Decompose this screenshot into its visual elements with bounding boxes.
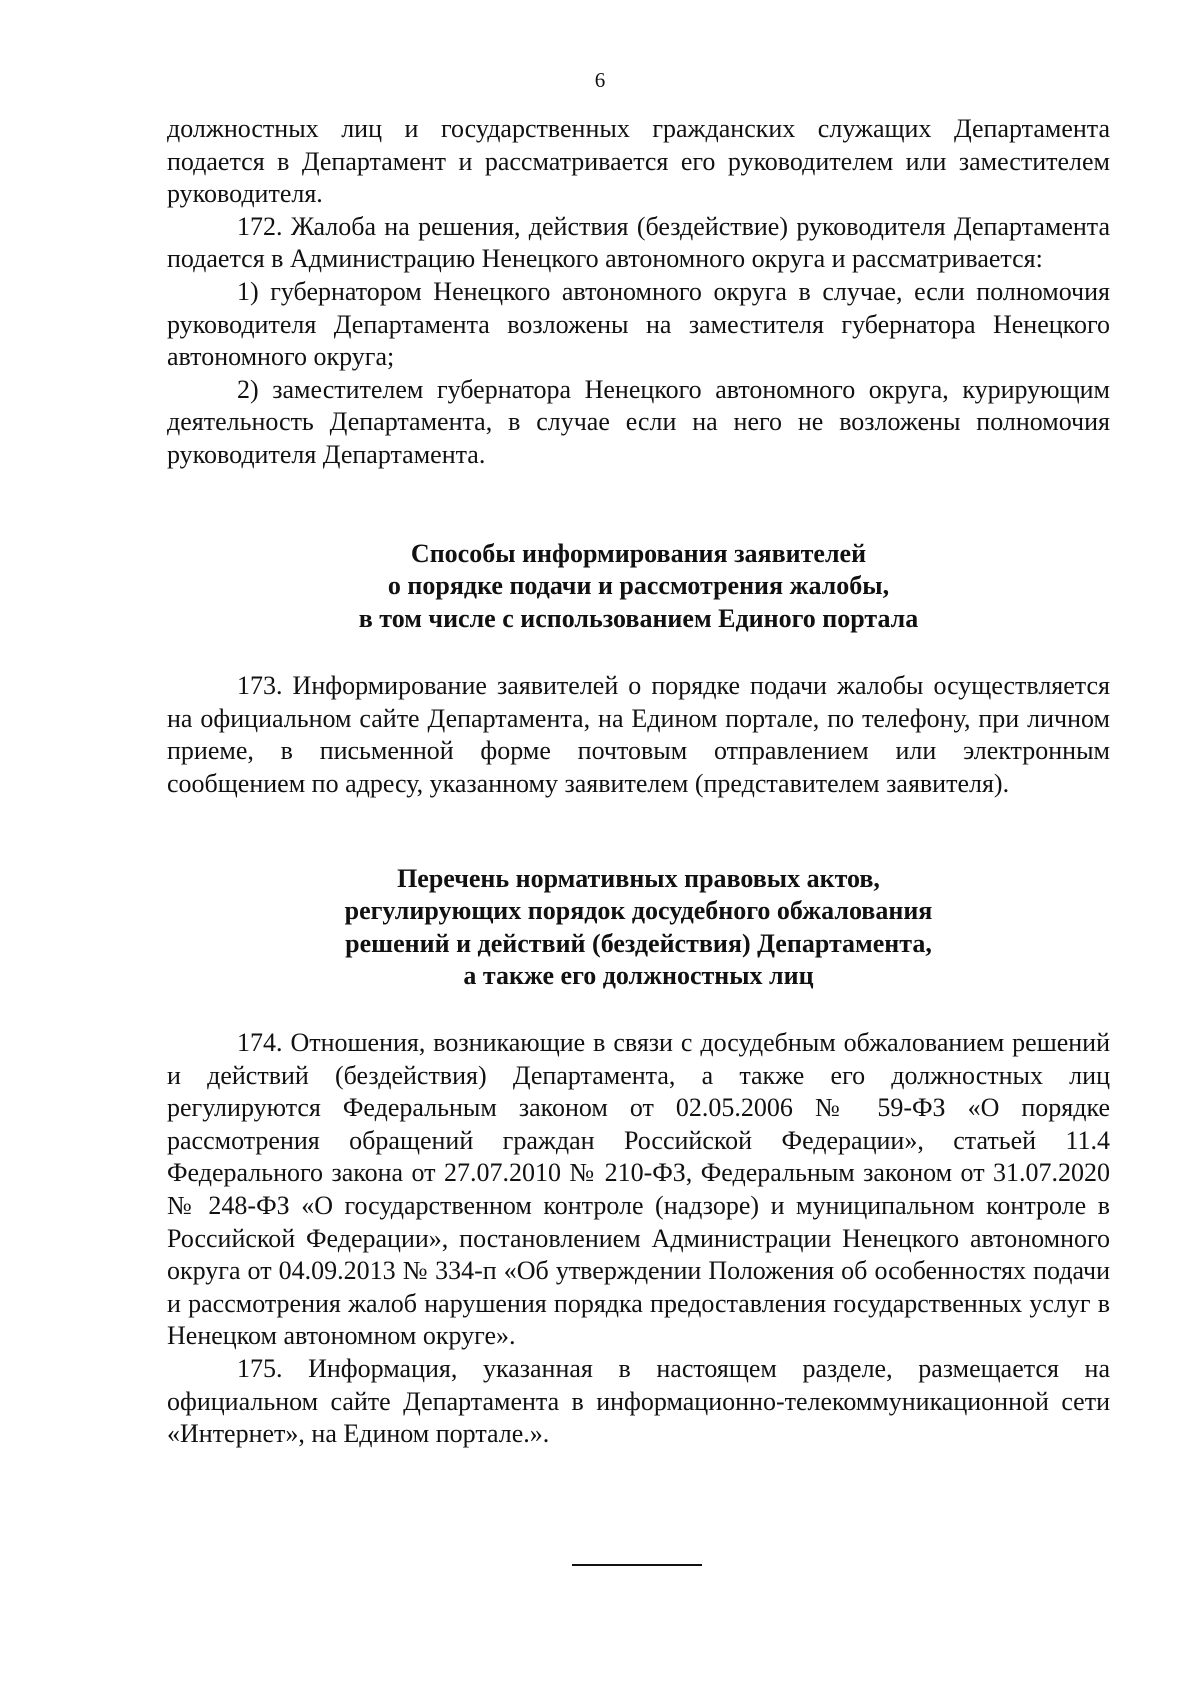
- end-of-text-rule: [572, 1564, 702, 1566]
- paragraph-group-173: [167, 670, 1110, 800]
- paragraph-group-174-175: [167, 1027, 1110, 1451]
- heading-line: Способы информирования заявителей: [410, 539, 867, 568]
- section-heading-legal-acts: [167, 863, 1110, 993]
- heading-line: в том числе с использованием Единого портала: [358, 603, 919, 633]
- paragraph-group-171-172: [167, 113, 1110, 472]
- heading-line: о порядке подачи и рассмотрения жалобы,: [387, 571, 890, 601]
- heading-line: Перечень нормативных правовых актов,: [397, 864, 880, 893]
- paragraph-173: 173. Информирование заявителей о порядке подачи жалобы осуществляется на официальном сайте Департамента, на Едином портале, по телефону, при личном приеме, в письменной форме почтовым отправлением или электронным сообщением по адресу, указанному заявителем (представителем заявителя).: [167, 671, 1110, 798]
- page-number: 6: [594, 68, 606, 92]
- paragraph-174: 174. Отношения, возникающие в связи с досудебным обжалованием решений и действий (бездействия) Департамента, а также его должностных лиц регулируются Федеральным законом от 02.05.2006 № 59-ФЗ «О порядке рассмотрения обращений граждан Российской Федерации», статьей 11.4 Федерального закона от 27.07.2010 № 210-ФЗ, Федеральным законом от 31.07.2020 № 248-ФЗ «О государственном контроле (надзоре) и муниципальном контроле в Российской Федерации», постановлением Администрации Ненецкого автономного округа от 04.09.2013 № 334-п «Об утверждении Положения об особенностях подачи и рассмотрения жалоб нарушения порядка предоставления государственных услуг в Ненецком автономном округе».: [167, 1028, 1110, 1351]
- heading-line: решений и действий (бездействия) Департамента,: [345, 928, 932, 958]
- paragraph-172: 172. Жалоба на решения, действия (бездействие) руководителя Департамента подается в Администрацию Ненецкого автономного округа и рассматривается:: [167, 211, 1110, 274]
- paragraph-continuation: должностных лиц и государственных гражданских служащих Департамента подается в Департамент и рассматривается его руководителем или заместителем руководителя.: [167, 114, 1110, 209]
- section-heading-informing: [167, 538, 1110, 635]
- paragraph-175: 175. Информация, указанная в настоящем разделе, размещается на официальном сайте Департамента в информационно-телекоммуникационной сети «Интернет», на Едином портале.».: [167, 1353, 1110, 1449]
- heading-line: а также его должностных лиц: [463, 961, 814, 991]
- paragraph-172-item-1: 1) губернатором Ненецкого автономного округа в случае, если полномочия руководителя Департамента возложены на заместителя губернатора Ненецкого автономного округа;: [167, 276, 1110, 372]
- heading-line: регулирующих порядок досудебного обжалования: [344, 896, 933, 926]
- paragraph-172-item-2: 2) заместителем губернатора Ненецкого автономного округа, курирующим деятельность Департамента, в случае если на него не возложены полномочия руководителя Департамента.: [167, 374, 1110, 469]
